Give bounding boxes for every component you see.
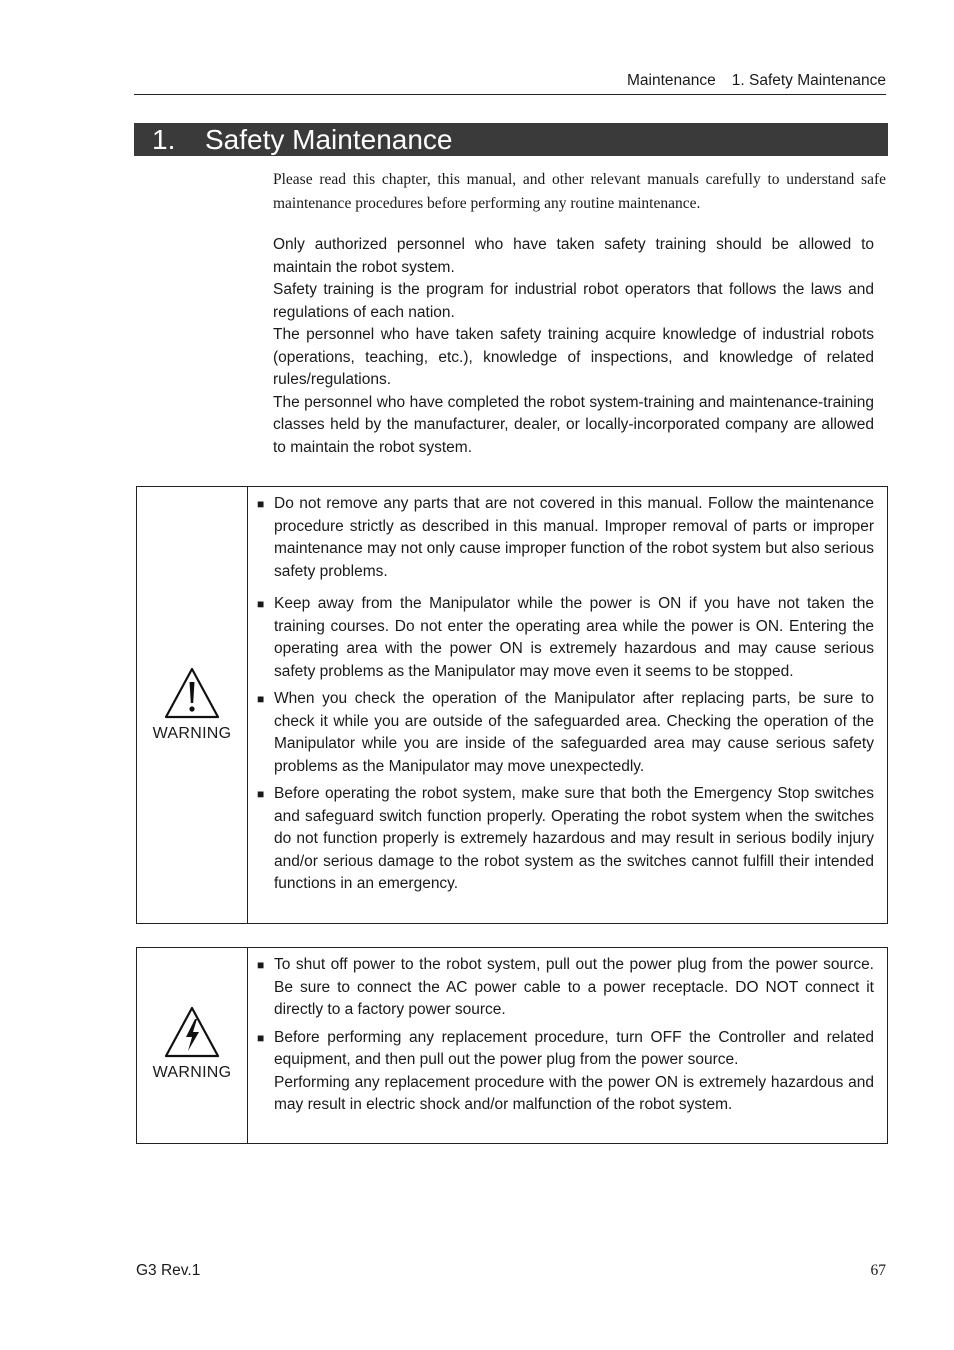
- bullet-square-icon: ■: [257, 597, 265, 611]
- paragraph-1: Only authorized personnel who have taken safety training should be allowed to maintain the robot system.: [273, 236, 874, 276]
- warning-item: ■ Before performing any replacement procedure, turn OFF the Controller and related equipment, and then pull out the power plug from the power source. Performing any replacement procedure with the power ON is extremely hazardous and may result in electric shock and/or malfunction of the robot system.: [254, 1027, 874, 1117]
- warning-icon-group: [137, 667, 247, 743]
- chapter-title-bar: [134, 123, 888, 156]
- warning-continuation: Performing any replacement procedure with the power ON is extremely hazardous and may result in electric shock and/or malfunction of the robot system.: [274, 1073, 874, 1113]
- bullet-square-icon: ■: [257, 1030, 265, 1045]
- warning-icon-column: [137, 948, 248, 1143]
- electric-shock-triangle-icon: [164, 1006, 220, 1058]
- chapter-number: 1.: [152, 124, 176, 155]
- warning-item: ■ To shut off power to the robot system, pull out the power plug from the power source. Be sure to connect the AC power cable to a power receptacle. DO NOT connect it directly to a factory power source.: [257, 956, 874, 1018]
- bullet-square-icon: ■: [257, 958, 265, 972]
- warning-item: ■ Before operating the robot system, make sure that both the Emergency Stop switches and safeguard switch function properly. Operating the robot system when the switches do not function properly is extremely hazardous and may result in serious bodily injury and/or serious damage to the robot system as the switches cannot fulfill their intended functions in an emergency.: [257, 785, 874, 892]
- page-header: [134, 72, 886, 95]
- paragraph-2: Safety training is the program for industrial robot operators that follows the laws and regulations of each nation.: [273, 281, 874, 321]
- paragraph-3: The personnel who have taken safety training acquire knowledge of industrial robots (operations, teaching, etc.), knowledge of inspections, and knowledge of related rules/regulations.: [273, 326, 874, 388]
- header-section: Maintenance: [626, 72, 716, 89]
- warning-list: [254, 493, 874, 896]
- warning-label: WARNING: [152, 1064, 232, 1081]
- warning-box-general: [136, 486, 888, 924]
- paragraph-4: The personnel who have completed the robot system-training and maintenance-training classes held by the manufacturer, dealer, or locally-incorporated company are allowed to maintain the robot system.: [273, 393, 874, 456]
- warning-box-electric: [136, 947, 888, 1144]
- bullet-square-icon: ■: [257, 787, 265, 801]
- warning-icon-column: [137, 487, 248, 923]
- footer-page-number: 67: [870, 1262, 886, 1279]
- header-chapter: 1. Safety Maintenance: [731, 72, 886, 89]
- body-text: [273, 234, 874, 459]
- warning-item: ■ Do not remove any parts that are not covered in this manual. Follow the maintenance procedure strictly as described in this manual. Improper removal of parts or improper maintenance may not only cause improper function of the robot system but also serious safety problems.: [257, 495, 874, 580]
- bullet-square-icon: ■: [257, 692, 265, 706]
- intro-paragraph: Please read this chapter, this manual, and other relevant manuals carefully to understand safe maintenance procedures before performing any routine maintenance.: [273, 171, 886, 212]
- warning-list: [254, 954, 874, 1117]
- warning-label: WARNING: [152, 725, 232, 742]
- warning-icon-group: [137, 1006, 247, 1082]
- exclamation-triangle-icon: [164, 667, 220, 719]
- chapter-title: Safety Maintenance: [205, 124, 453, 155]
- warning-item: ■ When you check the operation of the Manipulator after replacing parts, be sure to check it while you are outside of the safeguarded area. Checking the operation of the Manipulator while you are inside of the safeguarded area may cause serious safety problems as the Manipulator may move unexpectedly.: [257, 690, 874, 775]
- warning-item: ■ Keep away from the Manipulator while the power is ON if you have not taken the training courses. Do not enter the operating area while the power is ON. Entering the operating area with the power ON is extremely hazardous and may cause serious safety problems as the Manipulator may move even it seems to be stopped.: [257, 595, 874, 680]
- bullet-square-icon: ■: [257, 497, 265, 511]
- footer-doc-revision: G3 Rev.1: [136, 1262, 201, 1279]
